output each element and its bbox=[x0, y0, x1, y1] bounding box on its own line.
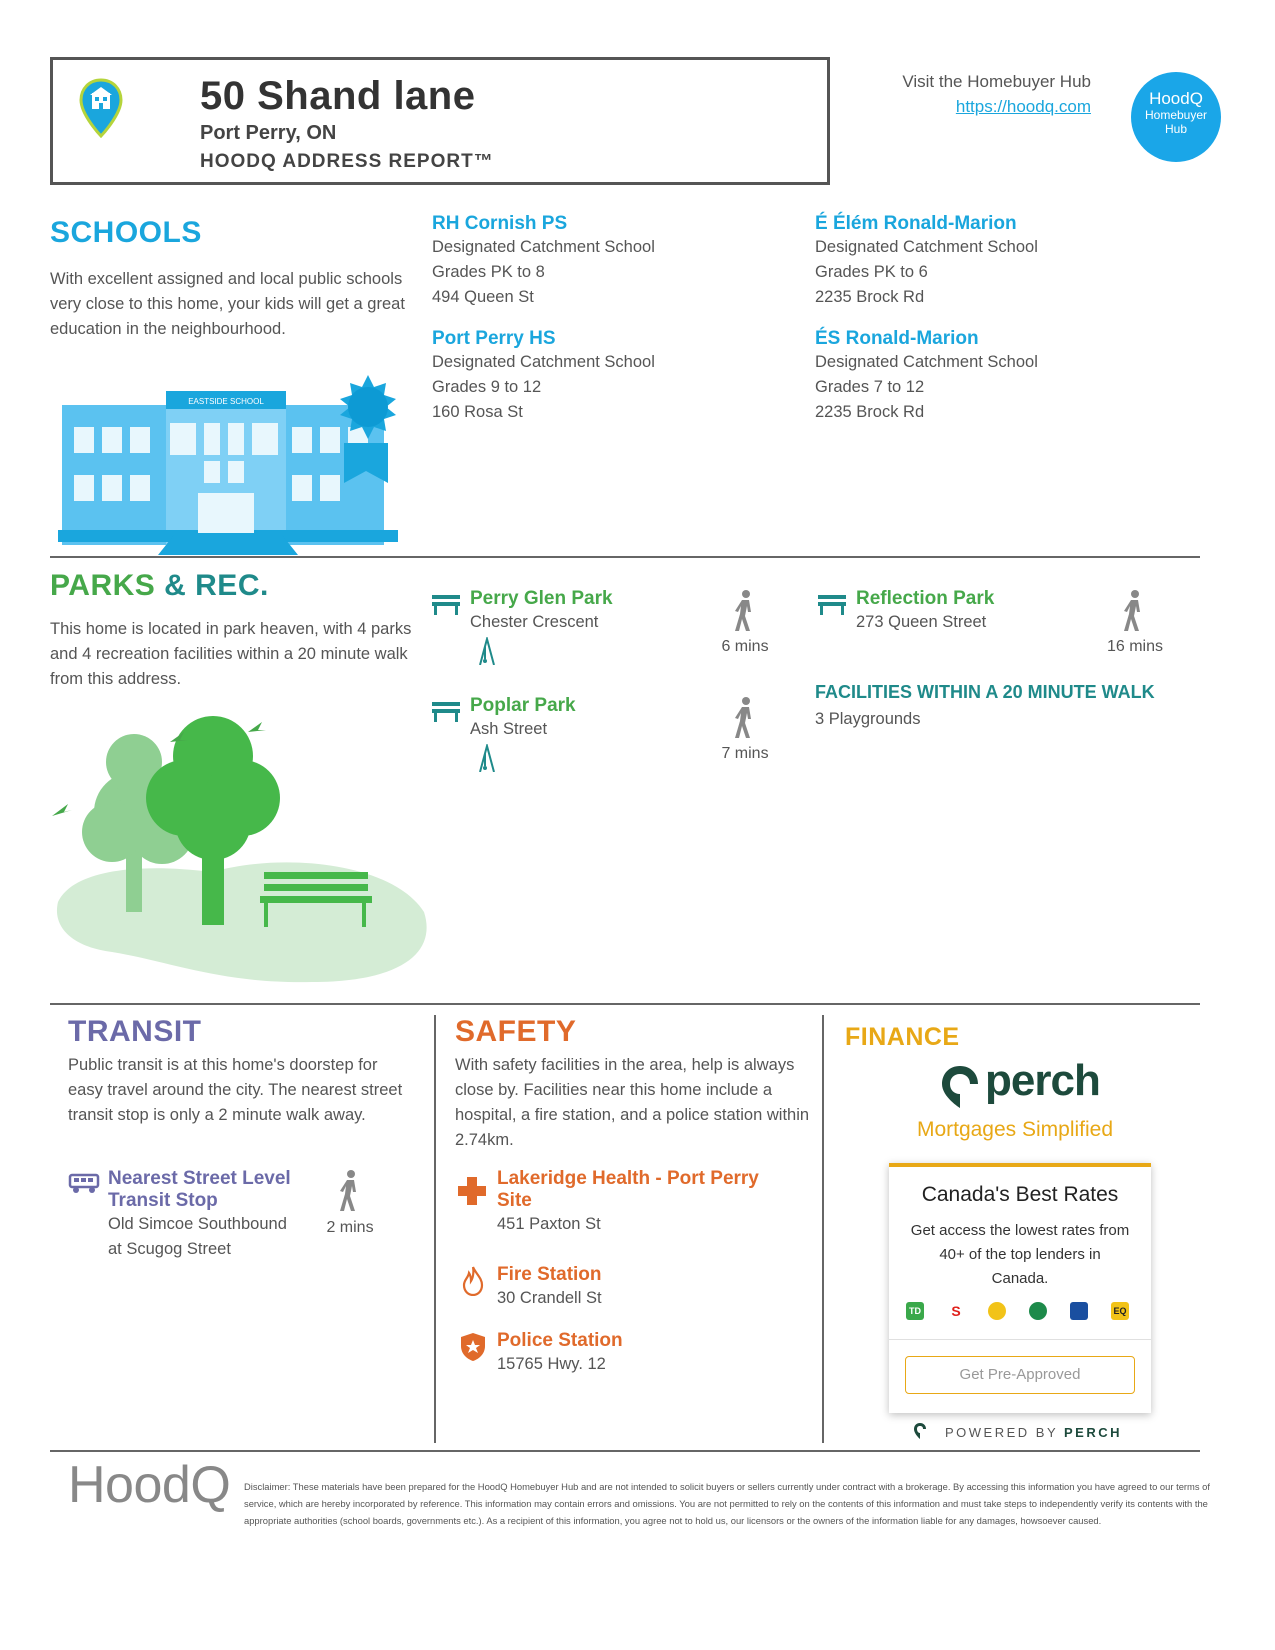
hub-badge-line3: Hub bbox=[1164, 122, 1187, 136]
facilities-list: 3 Playgrounds bbox=[815, 710, 921, 728]
parks-title-a: PARKS bbox=[50, 569, 156, 602]
transit-stop-line-2: at Scugog Street bbox=[108, 1240, 231, 1258]
park-street: Ash Street bbox=[470, 720, 548, 738]
school-name[interactable]: Port Perry HS bbox=[432, 328, 556, 349]
safety-item[interactable] bbox=[497, 1330, 623, 1377]
safety-title: SAFETY bbox=[455, 1015, 577, 1048]
playground-icon bbox=[476, 637, 498, 665]
perch-pin-icon bbox=[940, 1064, 980, 1110]
bench-icon bbox=[817, 593, 847, 615]
walk-time: 16 mins bbox=[1106, 638, 1164, 655]
schools-title: SCHOOLS bbox=[50, 216, 202, 249]
school-type: Designated Catchment School bbox=[432, 238, 655, 256]
city-label: Port Perry, ON bbox=[200, 122, 337, 144]
finance-tagline: Mortgages Simplified bbox=[916, 1118, 1114, 1141]
walking-person-icon bbox=[338, 1170, 362, 1212]
school-type: Designated Catchment School bbox=[432, 353, 655, 371]
school-type: Designated Catchment School bbox=[815, 353, 1038, 371]
school-item[interactable] bbox=[432, 328, 655, 425]
section-divider bbox=[50, 556, 1200, 558]
card-divider bbox=[889, 1339, 1151, 1340]
school-grades: Grades 9 to 12 bbox=[432, 378, 542, 396]
police-station-name[interactable]: Police Station bbox=[497, 1330, 623, 1351]
transit-stop-line-1: Old Simcoe Southbound bbox=[108, 1215, 287, 1233]
column-divider bbox=[822, 1015, 824, 1443]
walk-time: 6 mins bbox=[721, 638, 769, 655]
transit-stop-item[interactable] bbox=[108, 1168, 291, 1262]
td-bank-icon: TD bbox=[906, 1302, 924, 1320]
fire-station-address: 30 Crandell St bbox=[497, 1289, 602, 1307]
walk-time: 2 mins bbox=[326, 1219, 374, 1236]
hoodq-logo[interactable]: HoodQ bbox=[68, 1456, 231, 1514]
walking-person-icon bbox=[733, 697, 757, 739]
school-name[interactable]: É Élém Ronald-Marion bbox=[815, 213, 1017, 234]
section-divider bbox=[50, 1003, 1200, 1005]
cibc-icon bbox=[1070, 1302, 1088, 1320]
park-item[interactable] bbox=[470, 695, 576, 742]
transit-stop-label-1[interactable]: Nearest Street Level bbox=[108, 1168, 291, 1189]
rates-card bbox=[889, 1163, 1151, 1413]
school-name[interactable]: RH Cornish PS bbox=[432, 213, 568, 234]
scotiabank-icon: S bbox=[947, 1302, 965, 1320]
hub-badge-line1: HoodQ bbox=[1149, 89, 1203, 108]
school-item[interactable] bbox=[815, 213, 1038, 310]
hospital-cross-icon bbox=[457, 1176, 487, 1206]
school-address: 2235 Brock Rd bbox=[815, 403, 925, 421]
park-item[interactable] bbox=[470, 588, 613, 635]
park-street: 273 Queen Street bbox=[856, 613, 987, 631]
hub-badge-line2: Homebuyer bbox=[1144, 108, 1208, 122]
playground-icon bbox=[476, 744, 498, 772]
police-station-address: 15765 Hwy. 12 bbox=[497, 1355, 606, 1373]
hub-link[interactable]: https://hoodq.com bbox=[955, 97, 1091, 116]
card-title: Canada's Best Rates bbox=[921, 1183, 1119, 1206]
school-grades: Grades PK to 6 bbox=[815, 263, 928, 281]
walking-person-icon bbox=[1122, 590, 1146, 632]
bus-icon bbox=[68, 1172, 100, 1194]
bench-icon bbox=[431, 593, 461, 615]
park-name[interactable]: Reflection Park bbox=[856, 588, 995, 609]
park-item[interactable] bbox=[856, 588, 994, 635]
finance-title: FINANCE bbox=[845, 1023, 960, 1051]
hospital-address: 451 Paxton St bbox=[497, 1215, 601, 1233]
home-pin-icon bbox=[78, 78, 124, 138]
perch-logo[interactable]: perch bbox=[985, 1056, 1100, 1105]
safety-item[interactable] bbox=[497, 1264, 602, 1311]
hospital-name-2[interactable]: Site bbox=[497, 1190, 532, 1211]
get-pre-approved-button[interactable]: Get Pre-Approved bbox=[905, 1356, 1135, 1394]
school-grades: Grades PK to 8 bbox=[432, 263, 545, 281]
powered-by-brand: PERCH bbox=[1064, 1425, 1123, 1440]
bench-icon bbox=[431, 700, 461, 722]
safety-description: With safety facilities in the area, help is always close by. Facilities near this home include a hospital, a fire station, and a police station within 2.74km. bbox=[455, 1056, 810, 1149]
park-name[interactable]: Perry Glen Park bbox=[470, 588, 613, 609]
walking-person-icon bbox=[733, 590, 757, 632]
school-sign: EASTSIDE SCHOOL bbox=[188, 397, 264, 406]
walk-time: 7 mins bbox=[721, 745, 769, 762]
school-type: Designated Catchment School bbox=[815, 238, 1038, 256]
facilities-title bbox=[815, 682, 1155, 703]
disclaimer: Disclaimer: These materials have been prepared for the HoodQ Homebuyer Hub and are not intended to solicit buyers or sellers currently under contract with a brokerage. By accessing this information you have agreed to our terms of service, which are hereby incorporated by reference. This information may contain errors and omissions. You are not permitted to rely on the contents of this information and must take steps to independently verify its contents with the appropriate authorities (school boards, governments etc.). As a recipient of this information, you agree not to hold us, our licensors or the owners of the information liable for any damages, howsoever caused. bbox=[244, 1481, 1210, 1526]
visit-hub-text: Visit the Homebuyer Hub bbox=[902, 72, 1091, 91]
eq-bank-icon: EQ bbox=[1111, 1302, 1129, 1320]
school-address: 160 Rosa St bbox=[432, 403, 523, 421]
perch-small-pin-icon bbox=[913, 1422, 927, 1440]
school-item[interactable] bbox=[432, 213, 655, 310]
parks-title bbox=[50, 569, 269, 603]
school-address: 2235 Brock Rd bbox=[815, 288, 925, 306]
powered-by-prefix: POWERED BY bbox=[945, 1425, 1058, 1440]
transit-title: TRANSIT bbox=[68, 1015, 202, 1048]
schools-description: With excellent assigned and local public schools very close to this home, your kids will get a great education in the neighbourhood. bbox=[50, 270, 405, 338]
column-divider bbox=[434, 1015, 436, 1443]
school-address: 494 Queen St bbox=[432, 288, 534, 306]
footer-divider bbox=[50, 1450, 1200, 1452]
bmo-icon bbox=[988, 1302, 1006, 1320]
park-illustration bbox=[52, 712, 432, 992]
police-shield-icon bbox=[460, 1332, 486, 1362]
card-text: Get access the lowest rates from 40+ of the top lenders in Canada. bbox=[910, 1222, 1130, 1287]
desjardins-icon bbox=[1029, 1302, 1047, 1320]
parks-description: This home is located in park heaven, with 4 parks and 4 recreation facilities within a 20 minute walk from this address. bbox=[50, 620, 412, 688]
powered-by bbox=[945, 1425, 1122, 1440]
safety-item[interactable] bbox=[497, 1168, 759, 1237]
park-street: Chester Crescent bbox=[470, 613, 599, 631]
hub-badge[interactable] bbox=[1131, 72, 1221, 162]
parks-title-b: & REC. bbox=[164, 569, 269, 602]
school-grades: Grades 7 to 12 bbox=[815, 378, 925, 396]
hospital-name-1[interactable]: Lakeridge Health - Port Perry bbox=[497, 1168, 759, 1189]
report-label: HOODQ ADDRESS REPORT™ bbox=[200, 151, 494, 172]
school-name[interactable]: ÉS Ronald-Marion bbox=[815, 328, 979, 349]
fire-icon bbox=[462, 1266, 484, 1296]
school-building-illustration bbox=[58, 375, 408, 555]
page-title: 50 Shand lane bbox=[200, 74, 476, 118]
school-item[interactable] bbox=[815, 328, 1038, 425]
park-name[interactable]: Poplar Park bbox=[470, 695, 576, 716]
transit-stop-label-2[interactable]: Transit Stop bbox=[108, 1190, 218, 1211]
fire-station-name[interactable]: Fire Station bbox=[497, 1264, 602, 1285]
transit-description: Public transit is at this home's doorstep for easy travel around the city. The nearest street transit stop is only a 2 minute walk away. bbox=[68, 1056, 403, 1124]
facilities-title-text: FACILITIES WITHIN A 20 MINUTE WALK bbox=[815, 682, 1155, 702]
